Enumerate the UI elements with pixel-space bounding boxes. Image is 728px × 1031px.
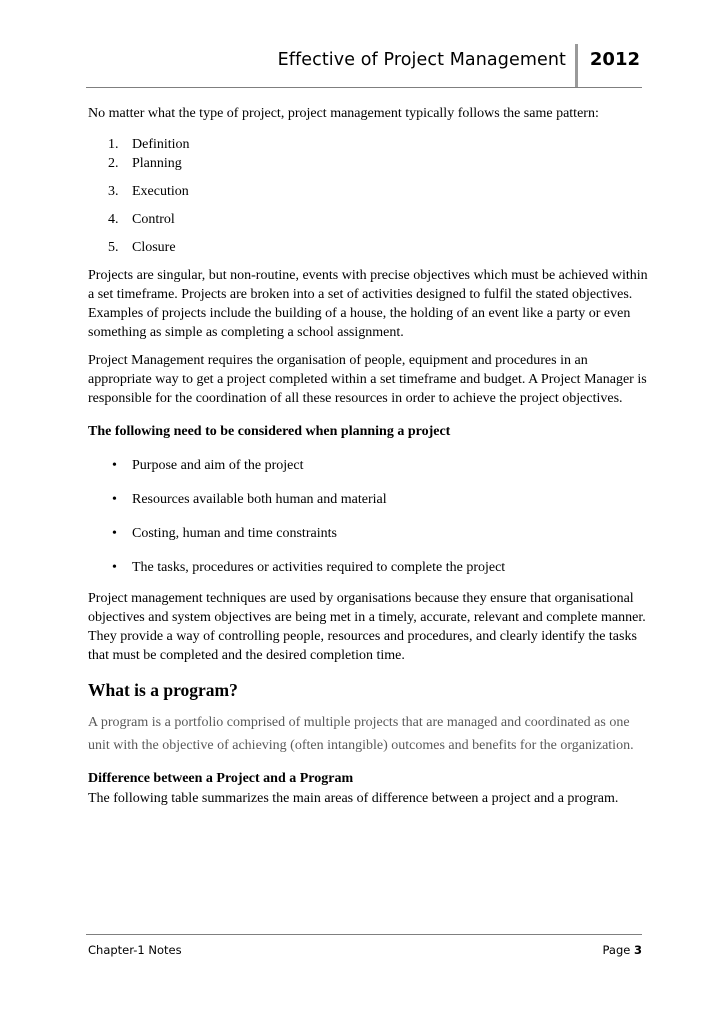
list-item-label: Planning — [132, 156, 182, 171]
page-footer — [86, 934, 642, 965]
bullet-icon: • — [112, 560, 117, 575]
bullet-icon: • — [112, 458, 117, 473]
planning-list — [88, 456, 648, 577]
program-heading: What is a program? — [88, 680, 238, 700]
page-number — [602, 943, 642, 957]
difference-heading: Difference between a Project and a Program — [88, 771, 354, 786]
list-item-label: Execution — [132, 184, 189, 199]
projects-paragraph: Projects are singular, but non-routine, events with precise objectives which must be achieved within a set timeframe. Projects are broken into a set of activities designed to fulfil the stated objectives. Examples of projects include the building of a house, the holding of an event like a party or even something as simple as completing a school assignment. — [88, 268, 648, 340]
list-item — [88, 154, 648, 173]
page-body — [88, 104, 648, 810]
footer-chapter: Chapter-1 Notes — [88, 943, 182, 957]
list-number: 2. — [108, 156, 119, 171]
list-item-label: Definition — [132, 137, 190, 152]
bullet-icon: • — [112, 492, 117, 507]
list-item — [88, 558, 648, 577]
list-item — [88, 135, 648, 154]
planning-heading: The following need to be considered when planning a project — [88, 424, 451, 439]
list-item — [88, 490, 648, 509]
intro-paragraph: No matter what the type of project, project management typically follows the same pattern: — [88, 106, 599, 121]
list-item — [88, 456, 648, 475]
list-number: 5. — [108, 240, 119, 255]
page-label: Page — [602, 943, 631, 957]
project-management-paragraph: Project Management requires the organisation of people, equipment and procedures in an appropriate way to get a project completed within a set timeframe and budget. A Project Manager is responsible for the coordination of all these resources in order to achieve the project objectives. — [88, 353, 647, 406]
list-item — [88, 182, 648, 201]
list-item — [88, 238, 648, 257]
page-number-value: 3 — [633, 943, 642, 957]
list-item-label: Closure — [132, 240, 176, 255]
phase-list — [88, 135, 648, 257]
list-item-label: Purpose and aim of the project — [132, 458, 304, 473]
header-title: Effective of Project Management — [277, 50, 566, 70]
header-divider — [575, 44, 578, 87]
list-item — [88, 524, 648, 543]
list-number: 4. — [108, 212, 119, 227]
list-item-label: The tasks, procedures or activities required to complete the project — [132, 560, 506, 575]
list-item-label: Resources available both human and material — [132, 492, 387, 507]
program-paragraph: A program is a portfolio comprised of multiple projects that are managed and coordinated as one unit with the objective of achieving (often intangible) outcomes and benefits for the organization. — [88, 715, 634, 753]
list-item — [88, 210, 648, 229]
bullet-icon: • — [112, 526, 117, 541]
list-item-label: Costing, human and time constraints — [132, 526, 337, 541]
list-item-label: Control — [132, 212, 175, 227]
header-year: 2012 — [589, 49, 640, 70]
difference-paragraph: The following table summarizes the main areas of difference between a project and a program. — [88, 791, 619, 806]
list-number: 1. — [108, 137, 119, 152]
list-number: 3. — [108, 184, 119, 199]
techniques-paragraph: Project management techniques are used by organisations because they ensure that organisational objectives and system objectives are being met in a timely, accurate, relevant and complete manner. They provide a way of controlling people, resources and procedures, and clearly identify the tasks that must be completed and the desired completion time. — [88, 591, 646, 663]
page-header — [86, 44, 642, 88]
